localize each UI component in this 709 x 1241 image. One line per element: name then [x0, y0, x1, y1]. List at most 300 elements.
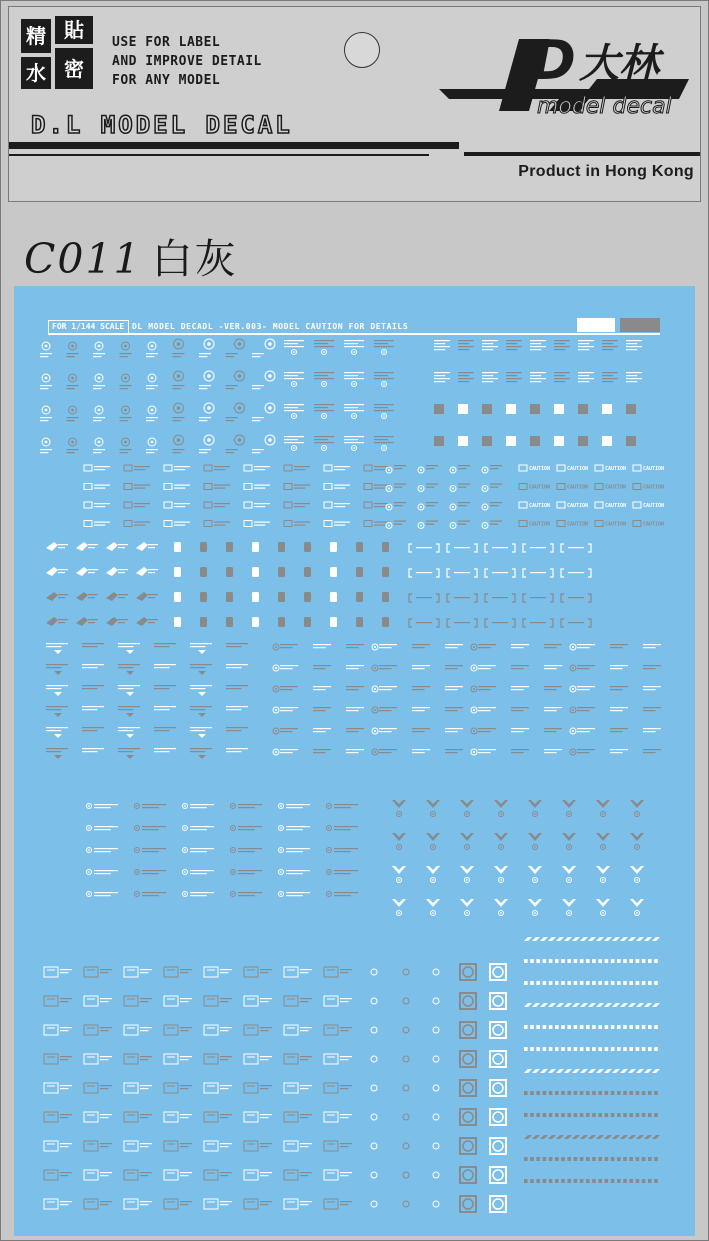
- decal-dash: [623, 1025, 627, 1029]
- decal-bracket: [382, 617, 389, 627]
- decal-text-line: [67, 417, 79, 418]
- decal-text-line: [140, 1085, 152, 1086]
- decal-dash: [561, 1047, 565, 1051]
- decal-text-line: [445, 749, 463, 750]
- decal-hazard-stripe: [628, 1135, 636, 1139]
- decal-text-line: [458, 487, 466, 488]
- decal-text-line: [340, 972, 348, 973]
- decal-dash: [555, 1025, 559, 1029]
- decal-text-line: [374, 378, 394, 379]
- decal-text-line: [554, 372, 570, 373]
- decal-bracket: [252, 567, 259, 577]
- decal-text-line: [220, 1146, 228, 1147]
- decal-text-line: [458, 524, 466, 525]
- decal-bracket: [356, 617, 363, 627]
- decal-text-line: [458, 349, 469, 350]
- decal-dash: [642, 1179, 646, 1183]
- decal-dot: [484, 487, 486, 489]
- decal-text-line: [314, 439, 328, 440]
- decal-text-line: [544, 647, 557, 648]
- decal-text-line: [286, 870, 310, 871]
- decal-hazard-stripe: [580, 937, 588, 941]
- decal-text-line: [340, 1117, 348, 1118]
- decal-text-line: [226, 353, 238, 354]
- decal-square-ring: [493, 967, 503, 977]
- decal-panel: [244, 1199, 258, 1209]
- decal-bracket: [330, 617, 337, 627]
- decal-text-line: [374, 442, 394, 443]
- decal-text-line: [190, 751, 205, 752]
- decal-text-line: [238, 892, 262, 893]
- decal-dot: [184, 849, 186, 851]
- decal-chevron: [494, 899, 508, 907]
- decal-text-line: [412, 647, 425, 648]
- decal-box: [124, 502, 132, 508]
- decal-triangle: [54, 692, 62, 696]
- decal-bracket: [252, 592, 259, 602]
- decal-dash: [636, 981, 640, 985]
- decal-dash: [555, 1179, 559, 1183]
- decal-bracket: [226, 617, 233, 627]
- decal-bracket: [304, 592, 311, 602]
- header-stripe-right: [464, 152, 700, 156]
- decal-text-line: [374, 372, 394, 373]
- decal-text-line: [46, 709, 61, 710]
- decal-text-line: [134, 525, 145, 526]
- decal-text-line: [458, 343, 469, 344]
- decal-dot: [398, 846, 400, 848]
- decal-text-line: [379, 728, 397, 729]
- decal-dash: [549, 1025, 553, 1029]
- header-stripe-thin: [9, 154, 429, 156]
- decal-dash: [617, 1113, 621, 1117]
- decal-text-line: [148, 622, 155, 623]
- decal-dot: [388, 469, 390, 471]
- decal-panel: [124, 1083, 138, 1093]
- decal-dash: [549, 1113, 553, 1117]
- decal-text-line: [226, 388, 234, 389]
- decal-text-line: [577, 710, 590, 711]
- decal-dot: [232, 827, 234, 829]
- decal-ring: [371, 1027, 377, 1033]
- decal-wing-icon: [46, 617, 58, 626]
- decal-text-line: [88, 547, 95, 548]
- decal-text-line: [346, 728, 364, 729]
- decal-text-line: [300, 998, 312, 999]
- decal-text-line: [426, 521, 438, 522]
- decal-text-line: [544, 728, 562, 729]
- decal-panel: [164, 1141, 178, 1151]
- decal-chevron: [392, 899, 406, 907]
- decal-dot: [323, 351, 325, 353]
- decal-dot: [383, 447, 385, 449]
- decal-hazard-stripe: [652, 1135, 660, 1139]
- decal-text-line: [511, 644, 529, 645]
- decal-text-line: [118, 619, 128, 620]
- decal-dot: [124, 377, 127, 380]
- decal-dash: [642, 1113, 646, 1117]
- decal-dash: [636, 1047, 640, 1051]
- decal-text-line: [173, 388, 181, 389]
- decal-text-line: [199, 417, 211, 418]
- decal-text-line: [334, 466, 350, 467]
- decal-text-line: [238, 873, 255, 874]
- decal-chevron: [630, 800, 644, 808]
- decal-dash: [543, 1025, 547, 1029]
- decal-text-line: [286, 892, 310, 893]
- decal-ring: [403, 1056, 409, 1062]
- decal-panel: [124, 1170, 138, 1180]
- decal-dot: [45, 377, 48, 380]
- decal-text-line: [340, 1201, 352, 1202]
- decal-dot: [45, 441, 48, 444]
- decal-text-line: [173, 385, 185, 386]
- decal-dot: [177, 374, 181, 378]
- decal-text-line: [506, 343, 517, 344]
- decal-dash: [605, 1047, 609, 1051]
- decal-text-line: [554, 346, 570, 347]
- decal-text-line: [482, 343, 493, 344]
- decal-dash: [543, 1179, 547, 1183]
- decal-dot: [136, 827, 138, 829]
- decal-text-line: [146, 449, 158, 450]
- decal-text-line: [146, 388, 154, 389]
- decal-text-line: [478, 710, 491, 711]
- decal-text-line: [226, 667, 241, 668]
- decal-dot: [293, 351, 295, 353]
- decal-text-line: [140, 1059, 148, 1060]
- decal-dot: [232, 871, 234, 873]
- tagline: [112, 33, 262, 90]
- decal-text-line: [294, 466, 310, 467]
- decal-text-line: [226, 748, 248, 749]
- decal-text-line: [374, 343, 388, 344]
- decal-text-line: [346, 647, 359, 648]
- decal-chevron: [494, 800, 508, 808]
- decal-text-line: [313, 752, 326, 753]
- decal-text-line: [346, 710, 359, 711]
- decal-text-line: [146, 356, 154, 357]
- decal-dot: [232, 805, 234, 807]
- decal-dot: [45, 409, 48, 412]
- decal-text-line: [511, 752, 524, 753]
- decal-text-line: [180, 1088, 188, 1089]
- decal-text-line: [94, 848, 118, 849]
- decal-ring: [403, 1027, 409, 1033]
- decal-bracket: [278, 567, 285, 577]
- decal-dash: [549, 1157, 553, 1161]
- decal-block: [602, 404, 612, 414]
- decal-dash: [598, 1091, 602, 1095]
- decal-dash: [617, 981, 621, 985]
- decal-text-line: [426, 484, 438, 485]
- decal-dash: [543, 1091, 547, 1095]
- decal-text-line: [58, 622, 65, 623]
- decal-dot: [207, 342, 211, 346]
- decal-text-line: [60, 1056, 72, 1057]
- decal-dash: [611, 1025, 615, 1029]
- decal-text-line: [346, 689, 359, 690]
- decal-dot: [602, 813, 604, 815]
- decal-text-line: [506, 378, 522, 379]
- decal-text-line: [46, 685, 68, 686]
- decal-text-line: [58, 544, 68, 545]
- decal-text-line: [67, 385, 79, 386]
- decal-text-line: [284, 346, 304, 347]
- decal-ring: [371, 998, 377, 1004]
- decal-bracket: [356, 592, 363, 602]
- scale-label: FOR 1/144 SCALE: [48, 320, 129, 333]
- decal-hazard-stripe: [564, 1069, 572, 1073]
- decal-box: [364, 465, 372, 471]
- decal-dash: [580, 1157, 584, 1161]
- decal-text-line: [118, 622, 125, 623]
- decal-text-line: [60, 972, 68, 973]
- decal-text-line: [46, 664, 68, 665]
- decal-text-line: [190, 706, 212, 707]
- decal-dot: [177, 438, 181, 442]
- decal-text-line: [100, 972, 108, 973]
- decal-text-line: [118, 544, 128, 545]
- decal-wing-icon: [106, 617, 118, 626]
- decal-caution-text: CAUTION: [643, 503, 665, 509]
- decal-ring: [403, 1201, 409, 1207]
- decal-panel: [84, 1199, 98, 1209]
- decal-text-line: [492, 597, 508, 598]
- decal-panel: [124, 967, 138, 977]
- decal-dot: [572, 730, 574, 732]
- decal-text-line: [94, 873, 111, 874]
- decal-box: [633, 465, 641, 471]
- decal-box: [364, 521, 372, 527]
- decal-text-line: [643, 710, 656, 711]
- decal-panel: [204, 1083, 218, 1093]
- decal-text-line: [190, 748, 212, 749]
- decal-dot: [88, 849, 90, 851]
- decal-dot: [98, 441, 101, 444]
- decal-text-line: [140, 1114, 152, 1115]
- decal-triangle: [198, 713, 206, 717]
- decal-chevron: [630, 899, 644, 907]
- decal-text-line: [94, 829, 111, 830]
- decal-square-ring: [463, 1141, 473, 1151]
- decal-text-line: [180, 1114, 192, 1115]
- decal-dash: [642, 1091, 646, 1095]
- decal-caution-text: CAUTION: [529, 484, 551, 491]
- kanji-tile-4: 密: [55, 48, 93, 89]
- decal-dash: [611, 1091, 615, 1095]
- decal-text-line: [120, 353, 132, 354]
- decal-text-line: [578, 349, 589, 350]
- decal-text-line: [314, 404, 334, 405]
- decal-text-line: [379, 749, 397, 750]
- decal-text-line: [577, 707, 595, 708]
- decal-dash: [611, 1047, 615, 1051]
- decal-dot: [136, 871, 138, 873]
- decal-text-line: [544, 644, 562, 645]
- decal-text-line: [46, 667, 61, 668]
- decal-text-line: [643, 686, 661, 687]
- decal-text-line: [454, 572, 470, 573]
- decal-text-line: [300, 972, 308, 973]
- decal-text-line: [154, 664, 176, 665]
- decal-text-line: [260, 972, 268, 973]
- decal-block: [530, 436, 540, 446]
- decal-dot: [275, 667, 277, 669]
- decal-dash: [536, 1091, 540, 1095]
- decal-text-line: [252, 452, 260, 453]
- decal-text-line: [67, 356, 75, 357]
- decal-text-line: [60, 1085, 72, 1086]
- decal-dash: [580, 1113, 584, 1117]
- decal-text-line: [199, 356, 207, 357]
- decal-dash: [648, 1025, 652, 1029]
- product-color-name: 白灰: [151, 235, 238, 283]
- decal-dot: [280, 893, 282, 895]
- decal-caution-text: CAUTION: [529, 466, 551, 472]
- decal-dot: [466, 846, 468, 848]
- decal-text-line: [134, 506, 145, 507]
- decal-dash: [605, 981, 609, 985]
- decal-bracket: [278, 617, 285, 627]
- decal-panel: [324, 1112, 338, 1122]
- decal-chevron: [630, 866, 644, 874]
- decal-text-line: [374, 469, 385, 470]
- decal-text-line: [478, 707, 496, 708]
- decal-box: [84, 465, 92, 471]
- decal-panel: [204, 1141, 218, 1151]
- decal-text-line: [146, 417, 158, 418]
- decal-hazard-stripe: [556, 1003, 564, 1007]
- decal-dot: [98, 409, 101, 412]
- decal-text-line: [174, 522, 190, 523]
- decal-block: [506, 436, 516, 446]
- decal-text-line: [260, 1143, 272, 1144]
- decal-text-line: [313, 707, 331, 708]
- decal-text-line: [280, 749, 298, 750]
- decal-panel: [44, 1199, 58, 1209]
- decal-dash: [536, 1113, 540, 1117]
- decal-text-line: [148, 569, 158, 570]
- decal-dot: [374, 646, 376, 648]
- decal-hazard-stripe: [644, 1135, 652, 1139]
- decal-text-line: [118, 688, 133, 689]
- decal-text-line: [67, 452, 75, 453]
- decal-dot: [420, 506, 422, 508]
- decal-panel: [324, 1025, 338, 1035]
- decal-text-line: [626, 346, 642, 347]
- decal-ring: [371, 1143, 377, 1149]
- decal-dash: [530, 1157, 534, 1161]
- decal-text-line: [93, 353, 105, 354]
- decal-panel: [324, 996, 338, 1006]
- decal-text-line: [610, 665, 628, 666]
- decal-dash: [580, 1179, 584, 1183]
- decal-dash: [611, 1179, 615, 1183]
- decal-text-line: [140, 1201, 152, 1202]
- decal-block: [482, 404, 492, 414]
- decal-text-line: [118, 597, 125, 598]
- decal-panel: [44, 1170, 58, 1180]
- decal-dot: [473, 730, 475, 732]
- decal-dash: [648, 1047, 652, 1051]
- decal-text-line: [94, 807, 111, 808]
- decal-text-line: [554, 340, 570, 341]
- decal-panel: [324, 1083, 338, 1093]
- decal-dot: [398, 879, 400, 881]
- decal-hazard-stripe: [564, 937, 572, 941]
- decal-text-line: [118, 751, 133, 752]
- decal-dash: [555, 981, 559, 985]
- decal-text-line: [530, 622, 546, 623]
- decal-text-line: [300, 1201, 312, 1202]
- decal-text-line: [260, 1146, 268, 1147]
- decal-text-line: [300, 1030, 308, 1031]
- kanji-tile-1: 精: [21, 19, 51, 53]
- decal-text-line: [334, 829, 351, 830]
- decal-dash: [654, 1157, 658, 1161]
- decal-panel: [244, 1112, 258, 1122]
- decal-text-line: [214, 485, 230, 486]
- decal-text-line: [294, 525, 305, 526]
- decal-text-line: [60, 969, 72, 970]
- decal-square-ring: [493, 1054, 503, 1064]
- decal-caution-text: CAUTION: [529, 521, 551, 528]
- decal-hazard-stripe: [604, 937, 612, 941]
- decal-text-line: [180, 1056, 192, 1057]
- decal-dot: [452, 506, 454, 508]
- decal-text-line: [578, 381, 589, 382]
- decal-block: [434, 436, 444, 446]
- decal-text-line: [180, 1146, 188, 1147]
- decal-text-line: [226, 646, 241, 647]
- decal-text-line: [334, 870, 358, 871]
- decal-box: [124, 521, 132, 527]
- decal-text-line: [173, 420, 181, 421]
- decal-bracket: [174, 617, 181, 627]
- decal-caution-text: CAUTION: [567, 466, 589, 472]
- decal-text-line: [220, 1088, 228, 1089]
- decal-text-line: [340, 1085, 352, 1086]
- decal-box: [595, 465, 603, 471]
- decal-text-line: [252, 417, 264, 418]
- decal-text-line: [120, 417, 132, 418]
- decal-dot: [184, 805, 186, 807]
- decal-text-line: [577, 665, 595, 666]
- decal-text-line: [346, 731, 359, 732]
- decal-square-ring: [463, 1025, 473, 1035]
- decal-text-line: [118, 730, 133, 731]
- decal-dash: [611, 1157, 615, 1161]
- decal-dot: [98, 345, 101, 348]
- decal-dash: [536, 1157, 540, 1161]
- decal-text-line: [190, 826, 214, 827]
- decal-text-line: [140, 1175, 148, 1176]
- decal-dash: [623, 981, 627, 985]
- decal-panel: [324, 1199, 338, 1209]
- decal-text-line: [140, 972, 148, 973]
- decal-dot: [184, 827, 186, 829]
- decal-dash: [524, 959, 528, 963]
- decal-text-line: [180, 1204, 188, 1205]
- decal-text-line: [93, 420, 101, 421]
- decal-hazard-stripe: [588, 1069, 596, 1073]
- decal-text-line: [458, 340, 474, 341]
- decal-bracket: [278, 592, 285, 602]
- decal-text-line: [374, 488, 385, 489]
- decal-text-line: [434, 381, 445, 382]
- decal-hazard-stripe: [636, 1003, 644, 1007]
